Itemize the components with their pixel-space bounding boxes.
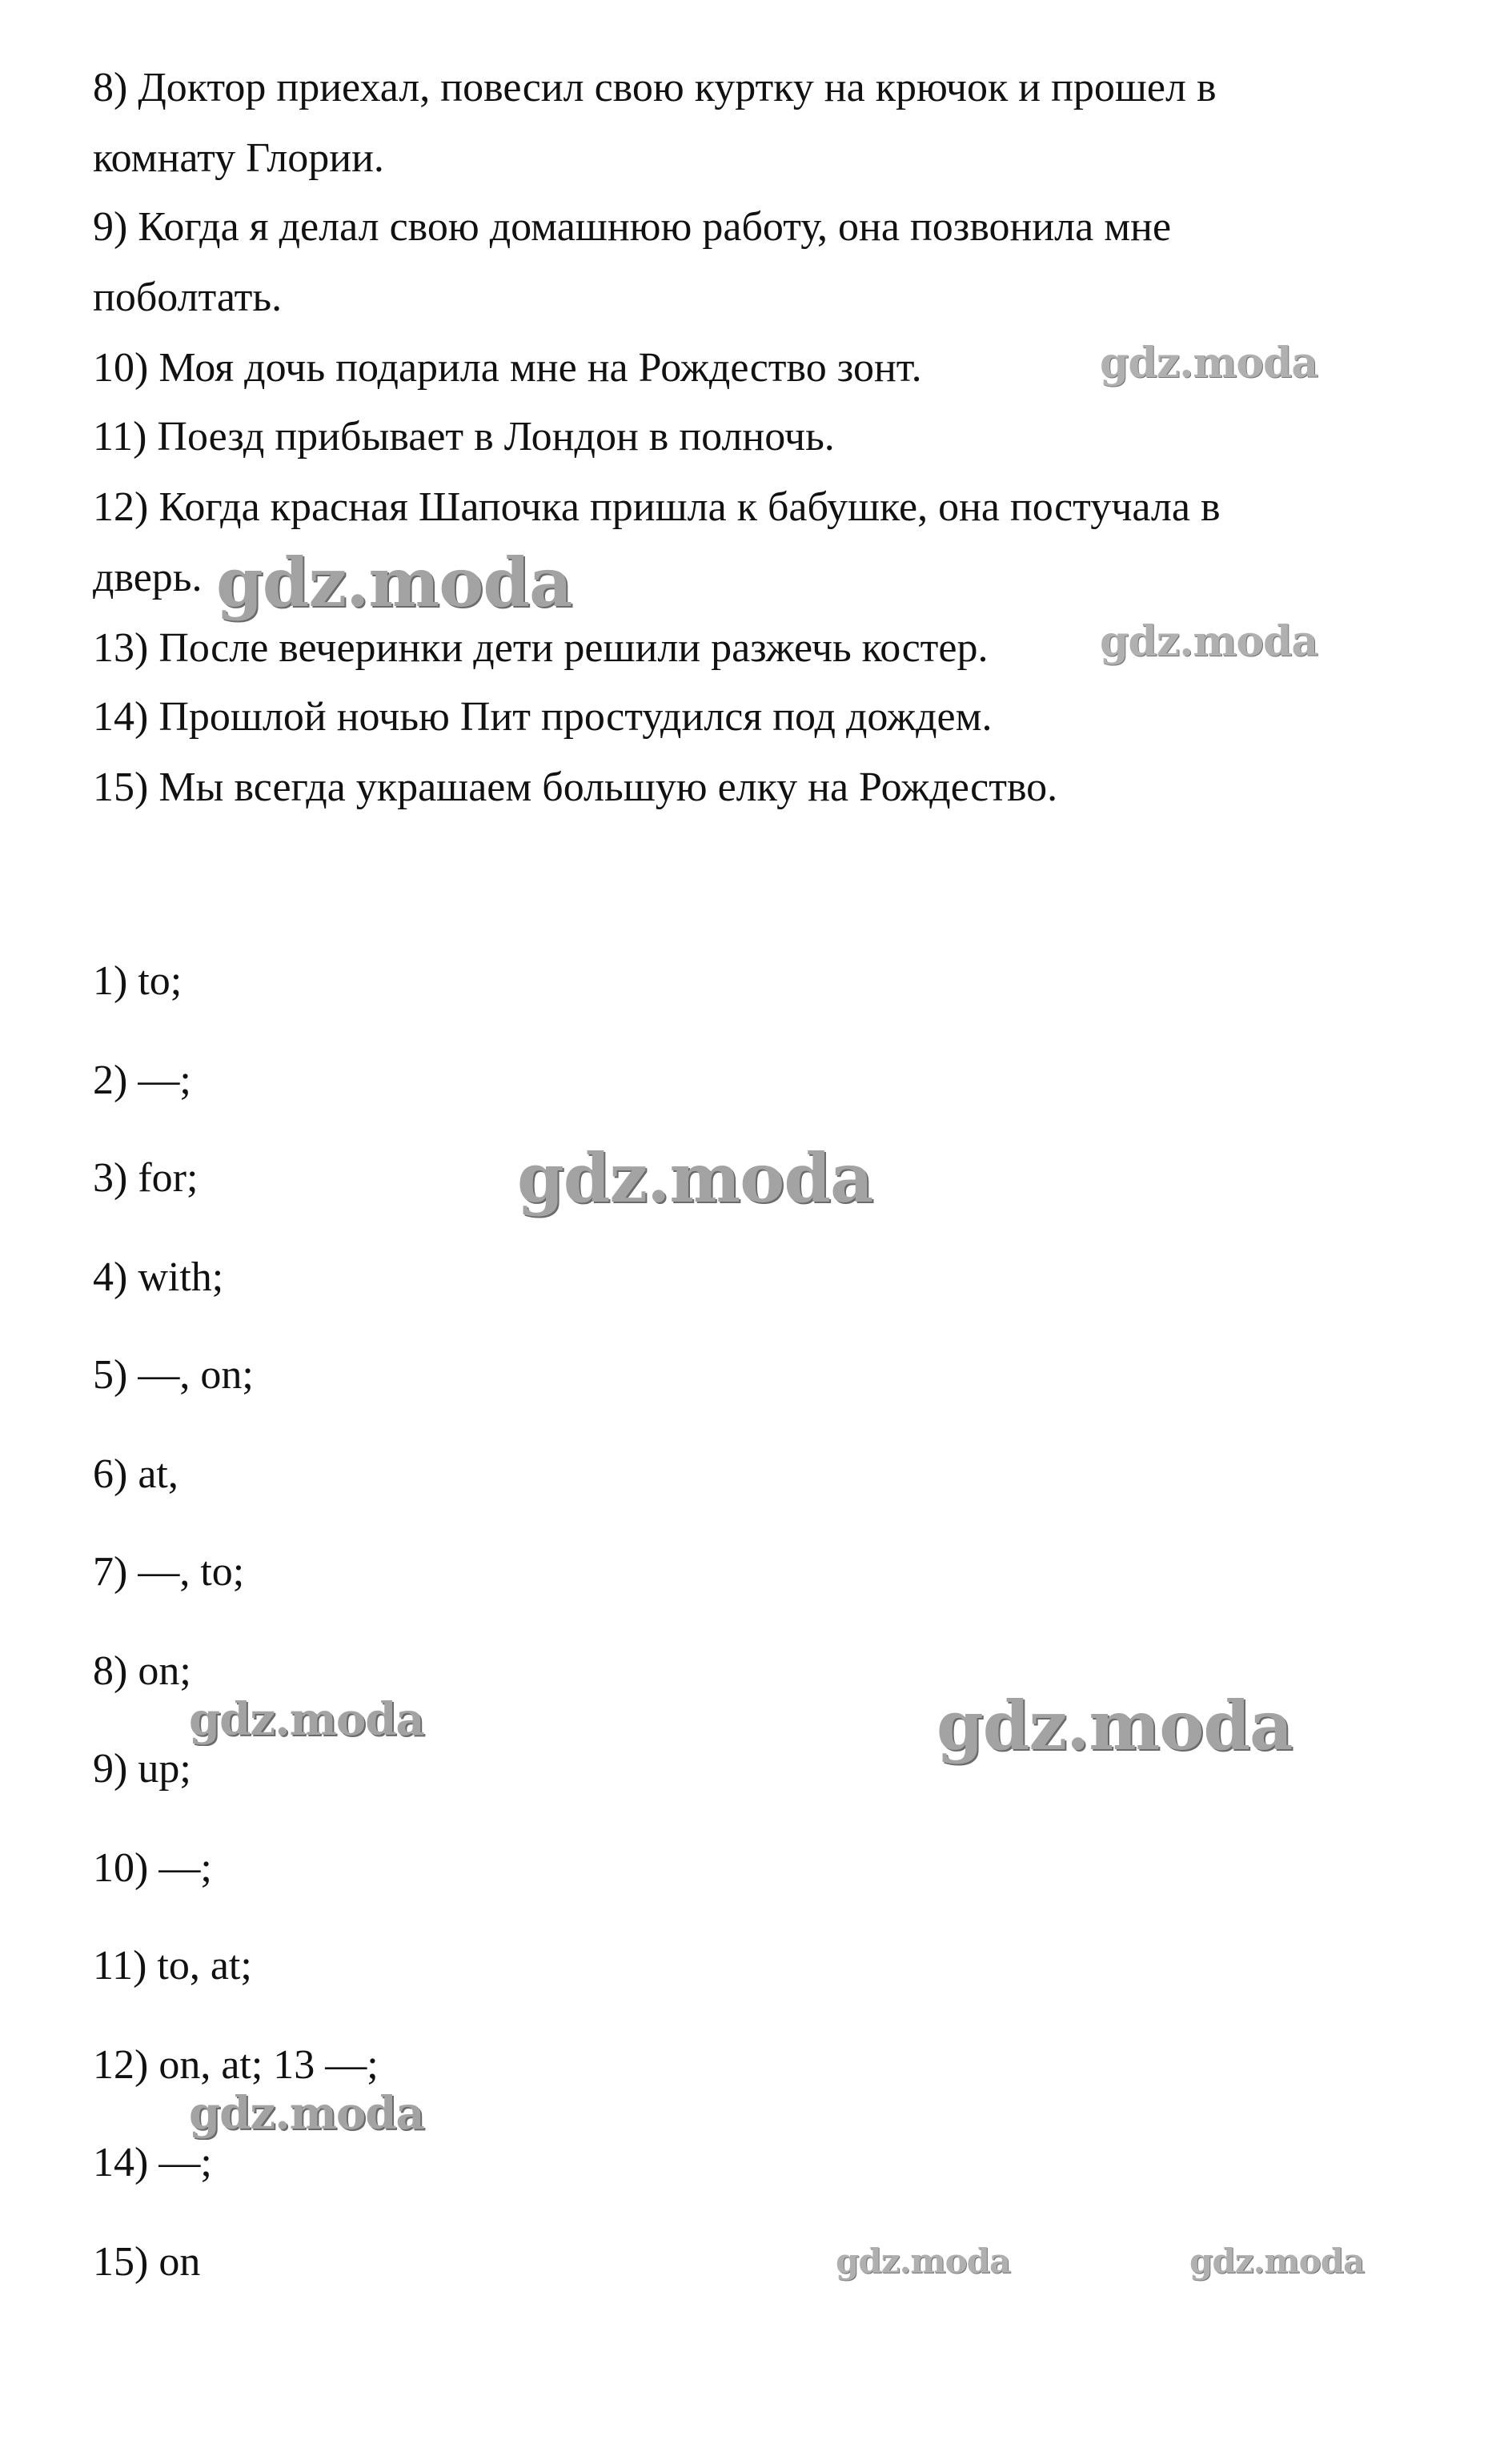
answer-line: 8) on; (93, 1648, 191, 1694)
answer-line: 14) —; (93, 2140, 212, 2185)
translation-line: 14) Прошлой ночью Пит простудился под дождем. (93, 694, 993, 740)
watermark: gdz.moda (189, 1693, 424, 1746)
translation-line: 10) Моя дочь подарила мне на Рождество зонт. (93, 345, 922, 391)
watermark: gdz.moda (1100, 339, 1318, 387)
answer-line: 7) —, to; (93, 1549, 245, 1595)
translation-line: 9) Когда я делал свою домашнюю работу, она позвонила мне (93, 204, 1172, 250)
watermark: gdz.moda (517, 1138, 873, 1218)
watermark: gdz.moda (1100, 617, 1318, 666)
watermark: gdz.moda (1189, 2241, 1365, 2281)
translation-line: 15) Мы всегда украшаем большую елку на Рождество. (93, 764, 1058, 810)
translation-line: дверь. (93, 555, 203, 600)
answer-line: 5) —, on; (93, 1352, 254, 1398)
watermark: gdz.moda (216, 543, 572, 622)
translation-line: 13) После вечеринки дети решили разжечь костер. (93, 625, 989, 671)
answer-line: 2) —; (93, 1057, 191, 1103)
answer-line: 12) on, at; 13 —; (93, 2042, 379, 2088)
answer-line: 10) —; (93, 1845, 212, 1891)
translation-line: поболтать. (93, 275, 283, 320)
translation-line: 12) Когда красная Шапочка пришла к бабушке, она постучала в (93, 484, 1221, 530)
answer-line: 4) with; (93, 1254, 224, 1300)
answer-line: 6) at, (93, 1451, 178, 1497)
watermark: gdz.moda (189, 2087, 424, 2140)
answer-line: 1) to; (93, 958, 182, 1004)
answer-line: 11) to, at; (93, 1943, 252, 1988)
watermark: gdz.moda (836, 2241, 1011, 2281)
answer-line: 9) up; (93, 1746, 191, 1792)
watermark: gdz.moda (936, 1686, 1293, 1765)
answer-line: 3) for; (93, 1155, 199, 1201)
translation-line: 11) Поезд прибывает в Лондон в полночь. (93, 414, 835, 459)
answer-line: 15) on (93, 2239, 201, 2285)
translation-line: 8) Доктор приехал, повесил свою куртку на крючок и прошел в (93, 65, 1217, 110)
translation-line: комнату Глории. (93, 135, 384, 181)
